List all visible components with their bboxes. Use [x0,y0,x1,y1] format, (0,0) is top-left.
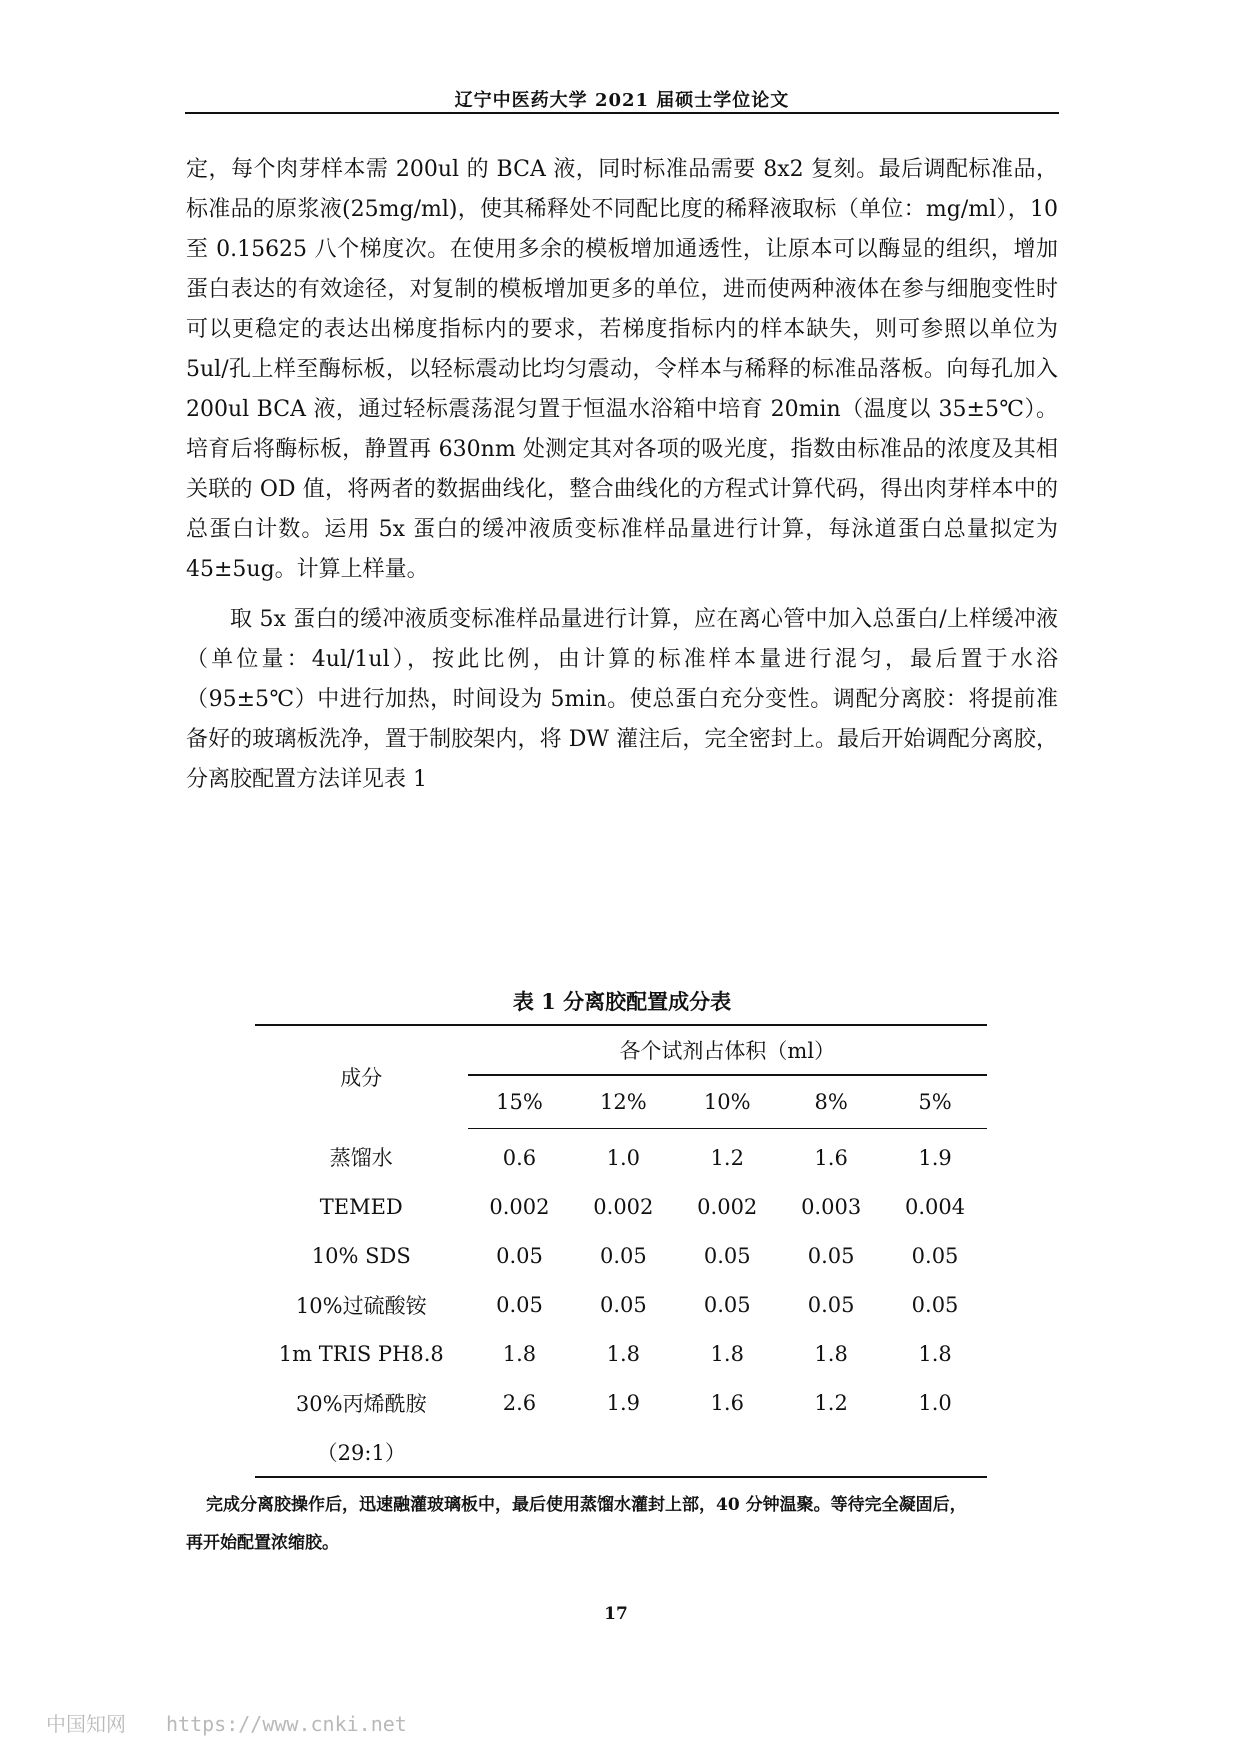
table-cell: 0.6 [502,1145,537,1170]
column-header-percent: 8% [779,1075,883,1129]
row-label: 10% SDS [311,1243,411,1268]
table-cell: 0.05 [807,1292,855,1317]
table-cell: 1.0 [918,1390,952,1415]
table-cell: 1.9 [606,1390,641,1415]
table-cell: 1.0 [606,1145,641,1170]
table-row [255,1129,987,1183]
table-cell: 0.004 [904,1194,966,1219]
table-row [255,1182,987,1231]
column-header-percent: 15% [468,1075,572,1129]
watermark [46,1708,407,1737]
table-cell: 0.05 [496,1292,543,1317]
table-cell: 0.05 [807,1243,855,1268]
gel-composition-table [255,1024,987,1478]
table-cell: 0.05 [599,1292,647,1317]
table-cell: 1.9 [918,1145,952,1170]
table-note [186,1486,1058,1562]
table-cell: 1.8 [606,1341,641,1366]
table-cell: 1.8 [710,1341,744,1366]
page-number: 17 [604,1604,628,1624]
table-row [255,1280,987,1329]
table-cell: 0.003 [801,1194,862,1219]
body-text [186,150,1058,800]
table-cell: 1.6 [814,1145,848,1170]
running-header: 辽宁中医药大学 2021 届硕士学位论文 [454,90,790,111]
note-line: 再开始配置浓缩胶。 [186,1533,339,1553]
table-cell: 1.2 [710,1145,744,1170]
table-cell: 0.002 [697,1194,758,1219]
table-cell: 0.002 [593,1194,654,1219]
table-cell: 1.2 [814,1390,848,1415]
watermark-url: https://www.cnki.net [166,1712,407,1736]
table-cell: 0.05 [911,1243,959,1268]
table-cell: 0.05 [496,1243,543,1268]
table-cell: 0.05 [703,1292,751,1317]
table-row [255,1378,987,1427]
column-header-percent: 12% [571,1075,675,1129]
table-cell: 1.6 [710,1390,744,1415]
note-line: 完成分离胶操作后，迅速融灌玻璃板中，最后使用蒸馏水灌封上部，40 分钟温聚。等待完全凝固后， [206,1495,967,1515]
header-rule [185,112,1059,114]
row-label: 30%丙烯酰胺 [295,1391,427,1416]
table-row [255,1329,987,1378]
table-cell: 2.6 [502,1390,537,1415]
paragraph: 定，每个肉芽样本需 200ul 的 BCA 液，同时标准品需要 8x2 复刻。最后调配标准品，标准品的原浆液(25mg/ml)，使其稀释处不同配比度的稀释液取标（单位：mg/ml），10 至 0.15625 八个梯度次。在使用多余的模板增加通透性，让原本可以酶显的组织，增加蛋白表达的有效途径，对复制的模板增加更多的单位，进而使两种液体在参与细胞变性时可以更稳定的表达出梯度指标内的要求，若梯度指标内的样本缺失，则可参照以单位为 5ul/孔上样至酶标板，以轻标震动比均匀震动，令样本与稀释的标准品落板。向每孔加入 200ul BCA 液，通过轻标震荡混匀置于恒温水浴箱中培育 20min（温度以 35±5℃）。培育后将酶标板，静置再 630nm 处测定其对各项的吸光度，指数由标准品的浓度及其相关联的 OD 值，将两者的数据曲线化，整合曲线化的方程式计算代码，得出肉芽样本中的总蛋白计数。运用 5x 蛋白的缓冲液质变标准样品量进行计算，每泳道蛋白总量拟定为 45±5ug。计算上样量。 [186,157,1058,582]
column-header-percent: 10% [675,1075,779,1129]
table-row [255,1231,987,1280]
column-header-percent: 5% [883,1075,987,1129]
table-cell: 1.8 [814,1341,848,1366]
row-label: 10%过硫酸铵 [295,1293,427,1318]
column-header-volume: 各个试剂占体积（ml） [468,1025,987,1075]
paragraph: 取 5x 蛋白的缓冲液质变标准样品量进行计算，应在离心管中加入总蛋白/上样缓冲液（单位量：4ul/1ul），按此比例，由计算的标准样本量进行混匀，最后置于水浴（95±5℃）中进行加热，时间设为 5min。使总蛋白充分变性。调配分离胶：将提前准备好的玻璃板洗净，置于制胶架内，将 DW 灌注后，完全密封上。最后开始调配分离胶，分离胶配置方法详见表 1 [186,607,1058,792]
table-cell: 1.8 [502,1341,537,1366]
table-cell: 0.05 [911,1292,959,1317]
table-cell: 0.05 [599,1243,647,1268]
row-label: 1m TRIS PH8.8 [278,1341,444,1366]
table-cell: 1.8 [918,1341,952,1366]
row-label: 蒸馏水 [329,1146,393,1171]
watermark-brand: 中国知网 [46,1712,126,1736]
row-label: TEMED [319,1194,403,1219]
table-row [255,1427,987,1477]
row-label-continuation: （29:1） [255,1427,468,1477]
column-header-component: 成分 [255,1025,468,1129]
table-cell: 0.05 [703,1243,751,1268]
table-cell: 0.002 [489,1194,550,1219]
table-caption: 表 1 分离胶配置成分表 [512,989,732,1014]
